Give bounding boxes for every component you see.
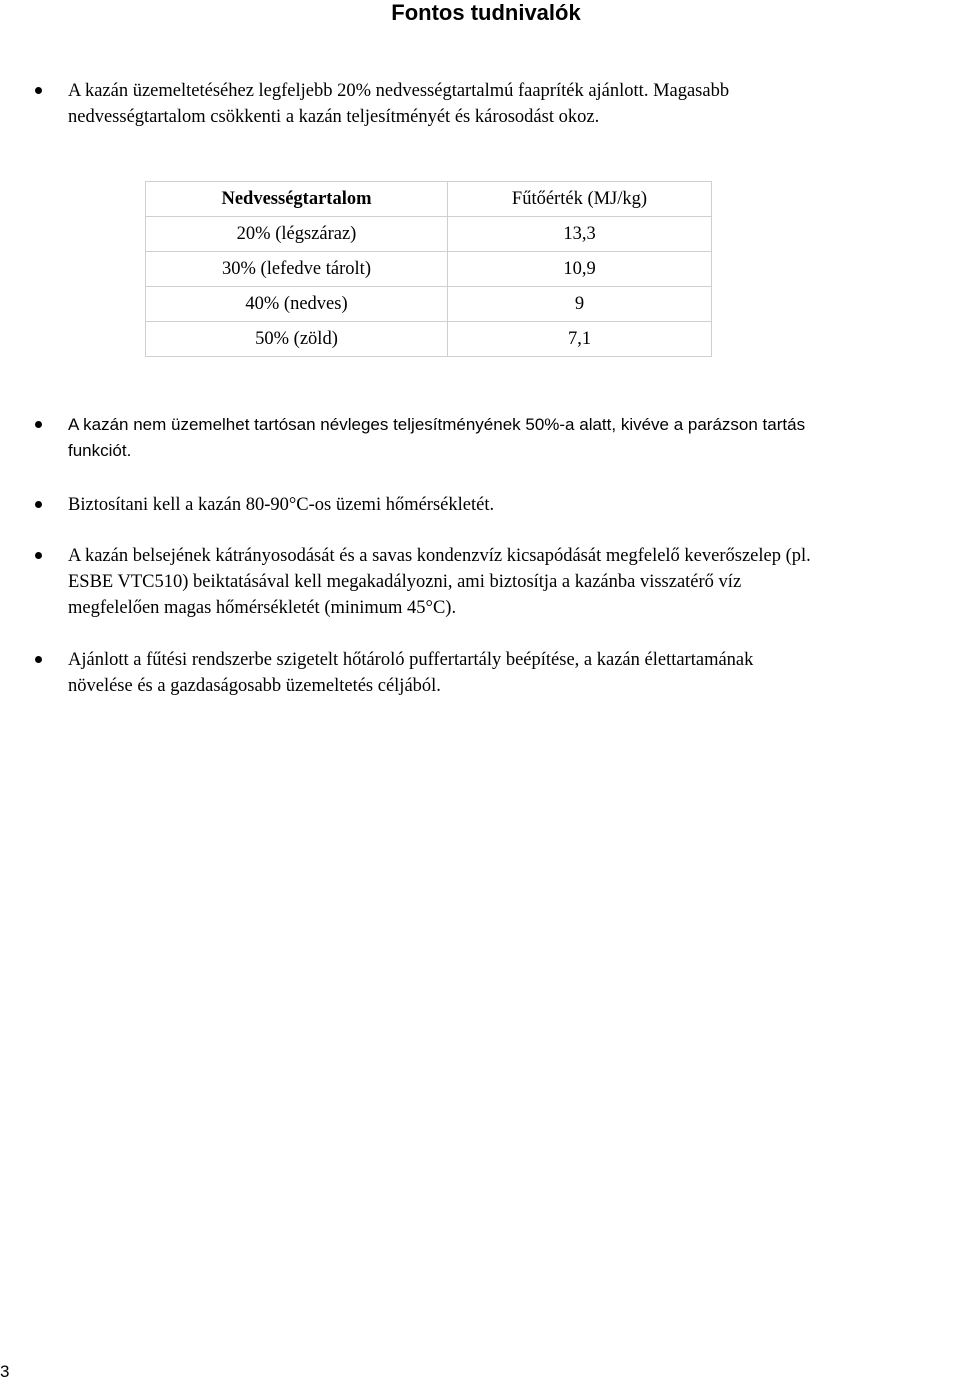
table-cell: 40% (nedves) <box>146 287 448 322</box>
table-row <box>146 287 712 322</box>
bullet-icon <box>35 87 42 94</box>
table-row <box>146 252 712 287</box>
moisture-table <box>145 181 712 357</box>
text-line: funkciót. <box>68 441 132 460</box>
text-line: A kazán belsejének kátrányosodását és a savas kondenzvíz kicsapódását megfelelő keverőszelep (pl. <box>68 546 811 566</box>
table-cell: 50% (zöld) <box>146 322 448 357</box>
table-row <box>146 217 712 252</box>
text-line: ESBE VTC510) beiktatásával kell megakadályozni, ami biztosítja a kazánba visszatérő víz <box>68 572 742 592</box>
table-cell: 20% (légszáraz) <box>146 217 448 252</box>
list-item-text <box>68 492 958 518</box>
table-cell: 10,9 <box>448 252 712 287</box>
bullet-icon <box>35 552 42 559</box>
text-line: A kazán üzemeltetéséhez legfeljebb 20% nedvességtartalmú faapríték ajánlott. Magasabb <box>68 81 730 101</box>
text-line: Ajánlott a fűtési rendszerbe szigetelt hőtároló puffertartály beépítése, a kazán élettartamának <box>68 650 754 670</box>
list-item-text <box>68 78 958 130</box>
table-cell: 9 <box>448 287 712 322</box>
bullet-icon <box>35 501 42 508</box>
table-header-cell: Nedvességtartalom <box>146 182 448 217</box>
list-item-text <box>68 543 958 621</box>
table-row <box>146 322 712 357</box>
table-cell: 13,3 <box>448 217 712 252</box>
text-line: megfelelően magas hőmérsékletét (minimum 45°C). <box>68 598 457 618</box>
page-title: Fontos tudnivalók <box>391 0 581 25</box>
text-line: A kazán nem üzemelhet tartósan névleges teljesítményének 50%-a alatt, kivéve a parázson tartás <box>68 415 806 434</box>
table-cell: 30% (lefedve tárolt) <box>146 252 448 287</box>
text-line: nedvességtartalom csökkenti a kazán teljesítményét és károsodást okoz. <box>68 107 600 127</box>
text-line: növelése és a gazdaságosabb üzemeltetés céljából. <box>68 676 441 696</box>
page-number: 3 <box>0 1362 10 1381</box>
table-header-row <box>146 182 712 217</box>
table-cell: 7,1 <box>448 322 712 357</box>
bullet-icon <box>35 421 42 428</box>
text-line: Biztosítani kell a kazán 80-90°C-os üzemi hőmérsékletét. <box>68 495 495 515</box>
bullet-icon <box>35 656 42 663</box>
table-header-cell: Fűtőérték (MJ/kg) <box>448 182 712 217</box>
list-item-text <box>68 412 958 464</box>
list-item-text <box>68 647 958 699</box>
